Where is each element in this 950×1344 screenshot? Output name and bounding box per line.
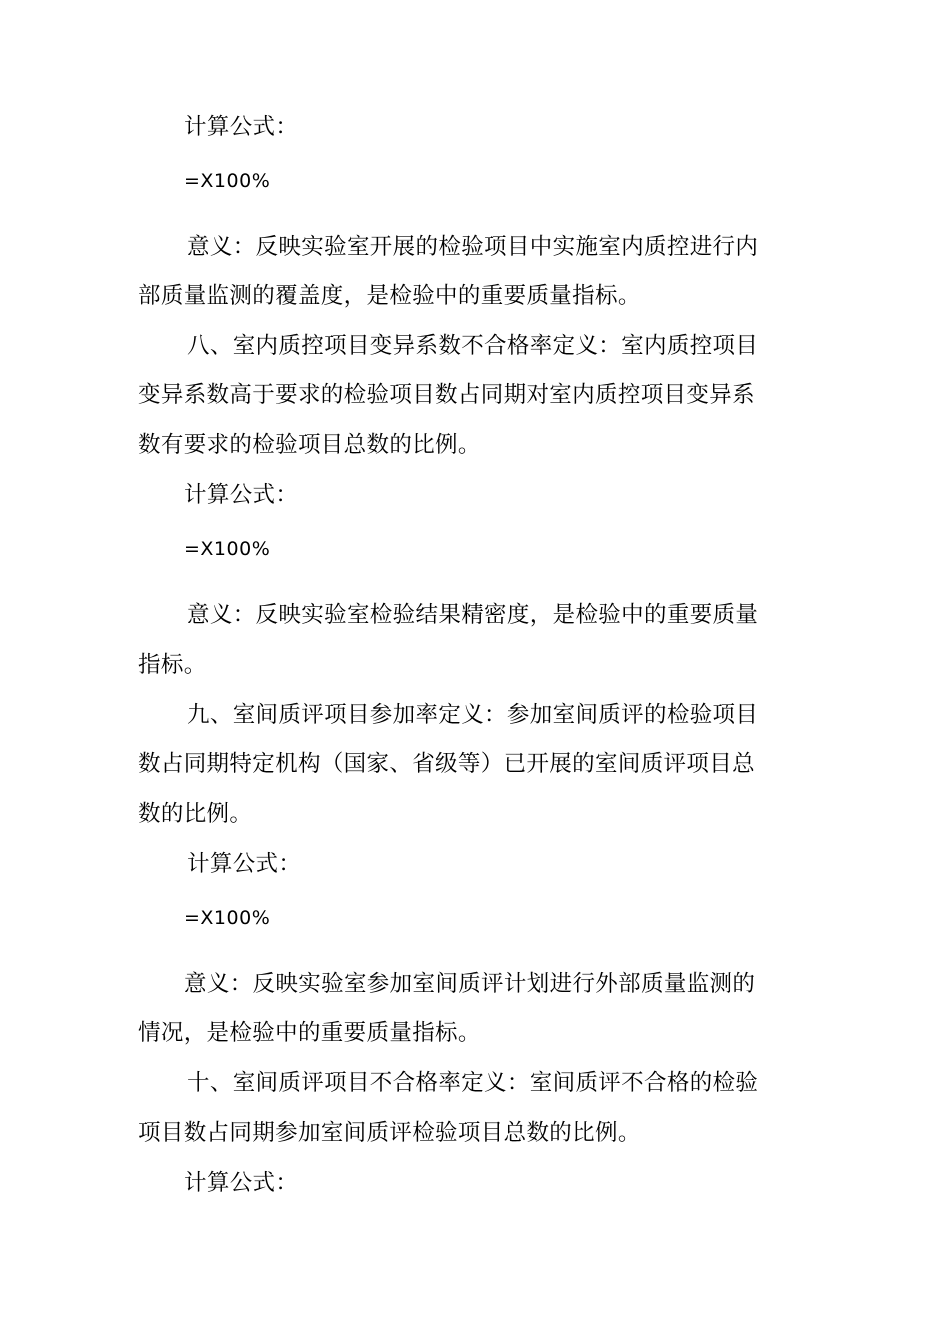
formula: =X100% — [184, 907, 271, 929]
meaning-line: 意义：反映实验室检验结果精密度，是检验中的重要质量 — [187, 602, 759, 628]
formula: =X100% — [184, 538, 271, 560]
definition-heading: 十、室间质评项目不合格率定义：室间质评不合格的检验 — [187, 1070, 759, 1096]
meaning-line: 意义：反映实验室参加室间质评计划进行外部质量监测的 — [184, 971, 756, 997]
definition-line: 项目数占同期参加室间质评检验项目总数的比例。 — [138, 1120, 641, 1146]
formula: =X100% — [184, 170, 271, 192]
formula-label: 计算公式： — [184, 1170, 299, 1196]
formula-label: 计算公式： — [187, 851, 302, 877]
formula-label: 计算公式： — [184, 482, 299, 508]
definition-heading: 九、室间质评项目参加率定义：参加室间质评的检验项目 — [187, 702, 759, 728]
meaning-line: 情况，是检验中的重要质量指标。 — [138, 1020, 481, 1046]
definition-line: 数占同期特定机构（国家、省级等）已开展的室间质评项目总 — [138, 751, 755, 777]
meaning-line: 意义：反映实验室开展的检验项目中实施室内质控进行内 — [187, 234, 759, 260]
meaning-line: 部质量监测的覆盖度，是检验中的重要质量指标。 — [138, 283, 641, 309]
meaning-line: 指标。 — [138, 652, 207, 678]
definition-line: 数有要求的检验项目总数的比例。 — [138, 432, 481, 458]
definition-line: 数的比例。 — [138, 801, 253, 827]
definition-line: 变异系数高于要求的检验项目数占同期对室内质控项目变异系 — [138, 382, 755, 408]
definition-heading: 八、室内质控项目变异系数不合格率定义：室内质控项目 — [187, 333, 759, 359]
formula-label: 计算公式： — [184, 114, 299, 140]
